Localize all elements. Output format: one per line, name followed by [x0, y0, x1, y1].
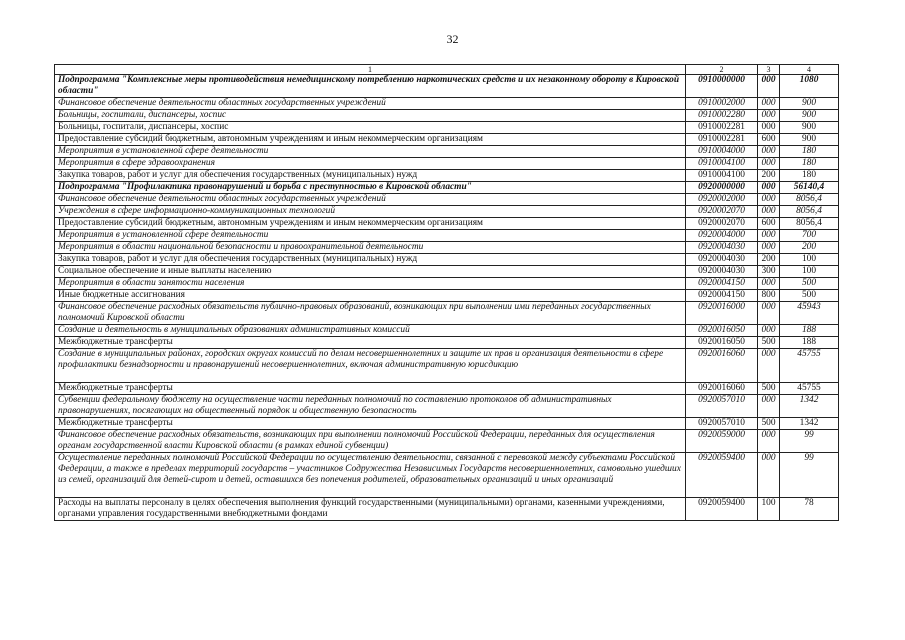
row-name-cell: Предоставление субсидий бюджетным, автономным учреждениям и иным некоммерческим организациям [55, 134, 686, 146]
row-code-cell: 0920059400 [686, 453, 758, 498]
row-vr-cell: 000 [758, 230, 780, 242]
table-row [55, 146, 839, 158]
row-vr-cell: 000 [758, 110, 780, 122]
table-row [55, 122, 839, 134]
row-sum-cell: 99 [780, 453, 839, 498]
row-vr-cell: 500 [758, 418, 780, 430]
row-code-cell: 0910000000 [686, 75, 758, 98]
row-name-cell: Межбюджетные трансферты [55, 337, 686, 349]
row-vr-cell: 000 [758, 453, 780, 498]
row-vr-cell: 000 [758, 158, 780, 170]
table-row [55, 383, 839, 395]
row-name-cell: Подпрограмма "Комплексные меры противодействия немедицинскому потреблению наркотических средств и их незаконному обороту в Кировской области" [55, 75, 686, 98]
row-sum-cell: 900 [780, 110, 839, 122]
table-row [55, 230, 839, 242]
table-row [55, 206, 839, 218]
row-sum-cell: 99 [780, 430, 839, 453]
row-name-cell: Субвенции федеральному бюджету на осуществление части переданных полномочий по составлению протоколов об административных правонарушениях, посягающих на общественный порядок и общественную безопасность [55, 395, 686, 418]
row-vr-cell: 000 [758, 242, 780, 254]
row-code-cell: 0920059400 [686, 498, 758, 521]
row-name-cell: Создание и деятельность в муниципальных образованиях административных комиссий [55, 325, 686, 337]
table-row [55, 194, 839, 206]
row-sum-cell: 45943 [780, 302, 839, 325]
row-name-cell: Социальное обеспечение и иные выплаты населению [55, 266, 686, 278]
table-row [55, 158, 839, 170]
row-name-cell: Финансовое обеспечение деятельности областных государственных учреждений [55, 98, 686, 110]
row-code-cell: 0920004030 [686, 254, 758, 266]
row-vr-cell: 000 [758, 325, 780, 337]
row-sum-cell: 500 [780, 290, 839, 302]
row-vr-cell: 000 [758, 278, 780, 290]
row-name-cell: Межбюджетные трансферты [55, 418, 686, 430]
row-code-cell: 0910002281 [686, 122, 758, 134]
row-code-cell: 0920016060 [686, 383, 758, 395]
row-sum-cell: 100 [780, 266, 839, 278]
row-name-cell: Создание в муниципальных районах, городских округах комиссий по делам несовершеннолетних и защите их прав и организация деятельности в сфере профилактики безнадзорности и правонарушений несовершеннолетних, включая административную юрисдикцию [55, 349, 686, 383]
table-row [55, 498, 839, 521]
row-name-cell: Межбюджетные трансферты [55, 383, 686, 395]
row-vr-cell: 600 [758, 218, 780, 230]
row-sum-cell: 1080 [780, 75, 839, 98]
row-vr-cell: 000 [758, 430, 780, 453]
row-sum-cell: 8056,4 [780, 194, 839, 206]
row-vr-cell: 000 [758, 122, 780, 134]
row-name-cell: Финансовое обеспечение расходных обязательств публично-правовых образований, возникающих при выполнении ими переданных государственных полномочий Кировской области [55, 302, 686, 325]
table-row [55, 418, 839, 430]
row-vr-cell: 800 [758, 290, 780, 302]
row-code-cell: 0920059000 [686, 430, 758, 453]
row-sum-cell: 8056,4 [780, 206, 839, 218]
table-row [55, 75, 839, 98]
row-vr-cell: 000 [758, 302, 780, 325]
row-sum-cell: 900 [780, 134, 839, 146]
row-sum-cell: 8056,4 [780, 218, 839, 230]
row-sum-cell: 180 [780, 170, 839, 182]
row-sum-cell: 1342 [780, 395, 839, 418]
table-row [55, 349, 839, 383]
row-vr-cell: 200 [758, 170, 780, 182]
row-code-cell: 0920004150 [686, 290, 758, 302]
table-row [55, 98, 839, 110]
row-code-cell: 0920016000 [686, 302, 758, 325]
row-sum-cell: 45755 [780, 349, 839, 383]
table-row [55, 254, 839, 266]
row-vr-cell: 500 [758, 337, 780, 349]
row-sum-cell: 78 [780, 498, 839, 521]
row-name-cell: Мероприятия в установленной сфере деятельности [55, 230, 686, 242]
row-vr-cell: 100 [758, 498, 780, 521]
row-sum-cell: 1342 [780, 418, 839, 430]
row-code-cell: 0920016060 [686, 349, 758, 383]
row-vr-cell: 200 [758, 254, 780, 266]
row-name-cell: Мероприятия в области занятости населения [55, 278, 686, 290]
column-header-1: 1 [55, 65, 686, 75]
row-vr-cell: 000 [758, 98, 780, 110]
table-row [55, 337, 839, 349]
row-sum-cell: 45755 [780, 383, 839, 395]
row-code-cell: 0920004030 [686, 266, 758, 278]
row-name-cell: Мероприятия в сфере здравоохранения [55, 158, 686, 170]
row-vr-cell: 600 [758, 134, 780, 146]
table-row [55, 453, 839, 498]
row-code-cell: 0910004100 [686, 170, 758, 182]
row-code-cell: 0920004150 [686, 278, 758, 290]
row-vr-cell: 000 [758, 206, 780, 218]
row-name-cell: Закупка товаров, работ и услуг для обеспечения государственных (муниципальных) нужд [55, 170, 686, 182]
row-name-cell: Предоставление субсидий бюджетным, автономным учреждениям и иным некоммерческим организациям [55, 218, 686, 230]
row-sum-cell: 56140,4 [780, 182, 839, 194]
row-vr-cell: 500 [758, 383, 780, 395]
table-row [55, 170, 839, 182]
table-row [55, 302, 839, 325]
row-code-cell: 0910004100 [686, 158, 758, 170]
row-code-cell: 0920002070 [686, 218, 758, 230]
row-sum-cell: 900 [780, 98, 839, 110]
row-code-cell: 0910002000 [686, 98, 758, 110]
row-vr-cell: 000 [758, 182, 780, 194]
row-vr-cell: 000 [758, 146, 780, 158]
row-sum-cell: 180 [780, 146, 839, 158]
row-name-cell: Закупка товаров, работ и услуг для обеспечения государственных (муниципальных) нужд [55, 254, 686, 266]
row-name-cell: Мероприятия в области национальной безопасности и правоохранительной деятельности [55, 242, 686, 254]
row-code-cell: 0910002281 [686, 134, 758, 146]
row-code-cell: 0920016050 [686, 337, 758, 349]
table-row [55, 325, 839, 337]
row-name-cell: Больницы, госпитали, диспансеры, хоспис [55, 110, 686, 122]
table-header-row [55, 65, 839, 75]
table-row [55, 395, 839, 418]
row-name-cell: Больницы, госпитали, диспансеры, хоспис [55, 122, 686, 134]
row-name-cell: Финансовое обеспечение расходных обязательств, возникающих при выполнении полномочий Российской Федерации, переданных для осуществления органам государственной власти Кировской области (в рамках единой субвенции) [55, 430, 686, 453]
row-code-cell: 0920016050 [686, 325, 758, 337]
row-name-cell: Осуществление переданных полномочий Российской Федерации по осуществлению деятельности, связанной с перевозкой между субъектами Российской Федерации, а также в пределах территорий государств – участников Содружества Независимых Государств несовершеннолетних, самовольно ушедших из семей, организаций для детей-сирот и детей, оставшихся без попечения родителей, образовательных организаций и иных организаций [55, 453, 686, 498]
row-name-cell: Учреждения в сфере информационно-коммуникационных технологий [55, 206, 686, 218]
row-code-cell: 0910002280 [686, 110, 758, 122]
row-sum-cell: 180 [780, 158, 839, 170]
table-row [55, 266, 839, 278]
table-row [55, 134, 839, 146]
row-code-cell: 0920004000 [686, 230, 758, 242]
row-vr-cell: 000 [758, 75, 780, 98]
table-row [55, 218, 839, 230]
table-row [55, 110, 839, 122]
table-row [55, 430, 839, 453]
budget-table [54, 64, 839, 521]
page-number: 32 [446, 32, 459, 46]
row-sum-cell: 500 [780, 278, 839, 290]
table-row [55, 290, 839, 302]
row-sum-cell: 188 [780, 325, 839, 337]
row-name-cell: Мероприятия в установленной сфере деятельности [55, 146, 686, 158]
row-code-cell: 0920002000 [686, 194, 758, 206]
row-code-cell: 0920057010 [686, 418, 758, 430]
row-vr-cell: 000 [758, 194, 780, 206]
row-name-cell: Финансовое обеспечение деятельности областных государственных учреждений [55, 194, 686, 206]
table-row [55, 278, 839, 290]
row-name-cell: Иные бюджетные ассигнования [55, 290, 686, 302]
column-header-4: 4 [780, 65, 839, 75]
row-vr-cell: 000 [758, 349, 780, 383]
row-sum-cell: 100 [780, 254, 839, 266]
row-code-cell: 0910004000 [686, 146, 758, 158]
row-name-cell: Подпрограмма "Профилактика правонарушений и борьба с преступностью в Кировской области" [55, 182, 686, 194]
row-name-cell: Расходы на выплаты персоналу в целях обеспечения выполнения функций государственными (муниципальными) органами, казенными учреждениями, органами управления государственными внебюджетными фондами [55, 498, 686, 521]
row-sum-cell: 200 [780, 242, 839, 254]
row-vr-cell: 300 [758, 266, 780, 278]
row-sum-cell: 700 [780, 230, 839, 242]
row-vr-cell: 000 [758, 395, 780, 418]
table-body [55, 75, 839, 521]
column-header-3: 3 [758, 65, 780, 75]
row-code-cell: 0920002070 [686, 206, 758, 218]
row-sum-cell: 188 [780, 337, 839, 349]
row-code-cell: 0920000000 [686, 182, 758, 194]
row-code-cell: 0920057010 [686, 395, 758, 418]
row-code-cell: 0920004030 [686, 242, 758, 254]
table-row [55, 242, 839, 254]
table-row [55, 182, 839, 194]
column-header-2: 2 [686, 65, 758, 75]
row-sum-cell: 900 [780, 122, 839, 134]
